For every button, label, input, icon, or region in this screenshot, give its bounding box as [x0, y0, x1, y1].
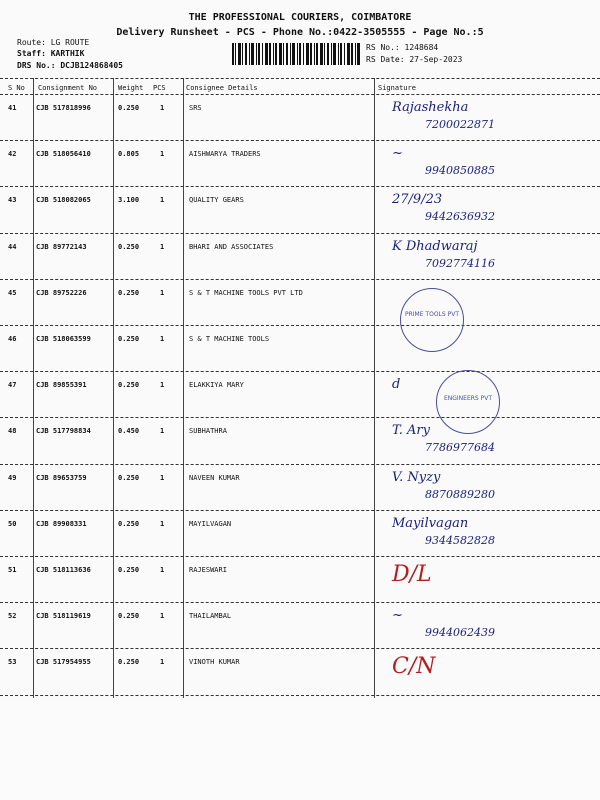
header-bottom-rule [0, 94, 600, 95]
row-signature: 27/9/23 [392, 192, 443, 208]
row-pcs: 1 [160, 196, 165, 205]
row-signature: C/N [392, 654, 436, 680]
row-sno: 41 [8, 104, 17, 112]
row-weight: 0.450 [118, 427, 140, 436]
row-pcs: 1 [160, 288, 165, 297]
row-signature-note: 7786977684 [425, 441, 495, 455]
row-sno: 50 [8, 519, 17, 528]
runsheet-subtitle: Delivery Runsheet - PCS - Phone No.:0422-3505555 - Page No.:5 [116, 27, 484, 38]
row-weight: 0.805 [118, 150, 140, 159]
row-signature: ~ [392, 146, 403, 162]
route-label: Route: LG ROUTE [17, 38, 90, 47]
row-divider [0, 371, 600, 372]
row-weight: 0.250 [118, 519, 140, 528]
drs-label: DRS No.: DCJB124868405 [17, 61, 123, 70]
row-pcs: 1 [160, 335, 165, 343]
col-header-pcs: PCS [153, 84, 166, 92]
row-consignee: S & T MACHINE TOOLS PVT LTD [189, 288, 303, 297]
row-consignment-no: CJB 518119619 [36, 612, 91, 621]
row-sno: 52 [8, 612, 17, 621]
row-sno: 51 [8, 566, 17, 574]
row-signature-note: 9442636932 [425, 210, 495, 224]
row-consignee: S & T MACHINE TOOLS [189, 335, 270, 343]
row-signature-note: 9940850885 [425, 164, 495, 178]
row-consignee: ELAKKIYA MARY [189, 381, 244, 390]
row-signature-note: 7092774116 [425, 256, 495, 270]
row-sno: 47 [8, 381, 17, 390]
row-weight: 0.250 [118, 335, 140, 343]
row-pcs: 1 [160, 381, 165, 390]
row-signature: Mayilvagan [392, 515, 469, 531]
row-signature-note: 7200022871 [425, 118, 495, 131]
row-divider [0, 464, 600, 465]
row-consignee: QUALITY GEARS [189, 196, 244, 205]
col-sep [183, 78, 184, 698]
row-consignment-no: CJB 517798834 [36, 427, 91, 436]
row-sno: 53 [8, 658, 17, 667]
row-divider [0, 140, 600, 141]
row-pcs: 1 [160, 566, 165, 574]
row-consignee: NAVEEN KUMAR [189, 473, 240, 482]
row-pcs: 1 [160, 473, 165, 482]
row-sno: 49 [8, 473, 17, 482]
row-weight: 3.100 [118, 196, 140, 205]
rs-number: RS No.: 1248684 [366, 43, 439, 52]
row-divider [0, 417, 600, 418]
row-consignee: SRS [189, 104, 202, 112]
row-consignment-no: CJB 89855391 [36, 381, 87, 390]
row-consignment-no: CJB 89752226 [36, 288, 87, 297]
row-weight: 0.250 [118, 612, 140, 621]
row-pcs: 1 [160, 658, 165, 667]
row-weight: 0.250 [118, 658, 140, 667]
row-consignment-no: CJB 89653759 [36, 473, 87, 482]
row-divider [0, 648, 600, 649]
row-consignment-no: CJB 518063599 [36, 335, 91, 343]
row-consignee: VINOTH KUMAR [189, 658, 240, 667]
row-weight: 0.250 [118, 104, 140, 112]
company-stamp: ENGINEERS PVT [436, 370, 500, 434]
col-sep [113, 78, 114, 698]
row-consignee: MAYILVAGAN [189, 519, 232, 528]
rs-date: RS Date: 27-Sep-2023 [366, 55, 463, 64]
col-header-weight: Weight [118, 84, 144, 92]
row-signature-note: 9944062439 [425, 626, 495, 640]
row-signature: ~ [392, 608, 403, 624]
row-divider [0, 602, 600, 603]
row-consignee: THAILAMBAL [189, 612, 232, 621]
row-consignment-no: CJB 89908331 [36, 519, 87, 528]
row-divider [0, 186, 600, 187]
row-sno: 45 [8, 288, 17, 297]
company-title: THE PROFESSIONAL COURIERS, COIMBATORE [188, 12, 412, 23]
row-pcs: 1 [160, 519, 165, 528]
row-consignment-no: CJB 517818996 [36, 104, 91, 112]
row-sno: 43 [8, 196, 17, 205]
row-pcs: 1 [160, 427, 165, 436]
row-signature-note: 9344582828 [425, 533, 495, 547]
row-pcs: 1 [160, 104, 165, 112]
row-pcs: 1 [160, 242, 165, 251]
row-signature: d [392, 377, 401, 393]
barcode [232, 43, 360, 65]
row-weight: 0.250 [118, 381, 140, 390]
header-top-rule [0, 78, 600, 79]
company-stamp: PRIME TOOLS PVT [400, 288, 464, 352]
col-header-sno: S No [8, 84, 25, 92]
row-pcs: 1 [160, 150, 165, 159]
row-weight: 0.250 [118, 473, 140, 482]
row-divider [0, 325, 600, 326]
row-signature: D/L [392, 562, 432, 587]
col-header-signature: Signature [378, 84, 416, 92]
row-sno: 42 [8, 150, 17, 159]
row-divider [0, 279, 600, 280]
blank-footer [0, 700, 600, 800]
row-consignment-no: CJB 518113636 [36, 566, 91, 574]
row-signature-note: 8870889280 [425, 487, 495, 501]
row-divider [0, 695, 600, 696]
row-sno: 44 [8, 242, 17, 251]
staff-label: Staff: KARTHIK [17, 49, 85, 58]
row-weight: 0.250 [118, 566, 140, 574]
row-consignment-no: CJB 518056410 [36, 150, 91, 159]
row-consignment-no: CJB 89772143 [36, 242, 87, 251]
row-consignment-no: CJB 518082065 [36, 196, 91, 205]
row-divider [0, 556, 600, 557]
row-sno: 46 [8, 335, 17, 343]
row-signature: T. Ary [392, 423, 430, 439]
row-weight: 0.250 [118, 242, 140, 251]
row-consignment-no: CJB 517954955 [36, 658, 91, 667]
row-consignee: RAJESWARI [189, 566, 227, 574]
row-sno: 48 [8, 427, 17, 436]
row-consignee: BHARI AND ASSOCIATES [189, 242, 274, 251]
col-sep [374, 78, 375, 698]
row-signature: V. Nyzy [392, 469, 441, 485]
row-weight: 0.250 [118, 288, 140, 297]
row-divider [0, 510, 600, 511]
row-signature: Rajashekha [392, 100, 469, 115]
row-signature: K Dhadwaraj [392, 238, 478, 254]
row-consignee: SUBHATHRA [189, 427, 227, 436]
row-pcs: 1 [160, 612, 165, 621]
row-consignee: AISHWARYA TRADERS [189, 150, 261, 159]
col-sep [33, 78, 34, 698]
row-divider [0, 233, 600, 234]
col-header-consignee: Consignee Details [186, 84, 258, 92]
col-header-consignment: Consignment No [38, 84, 98, 92]
